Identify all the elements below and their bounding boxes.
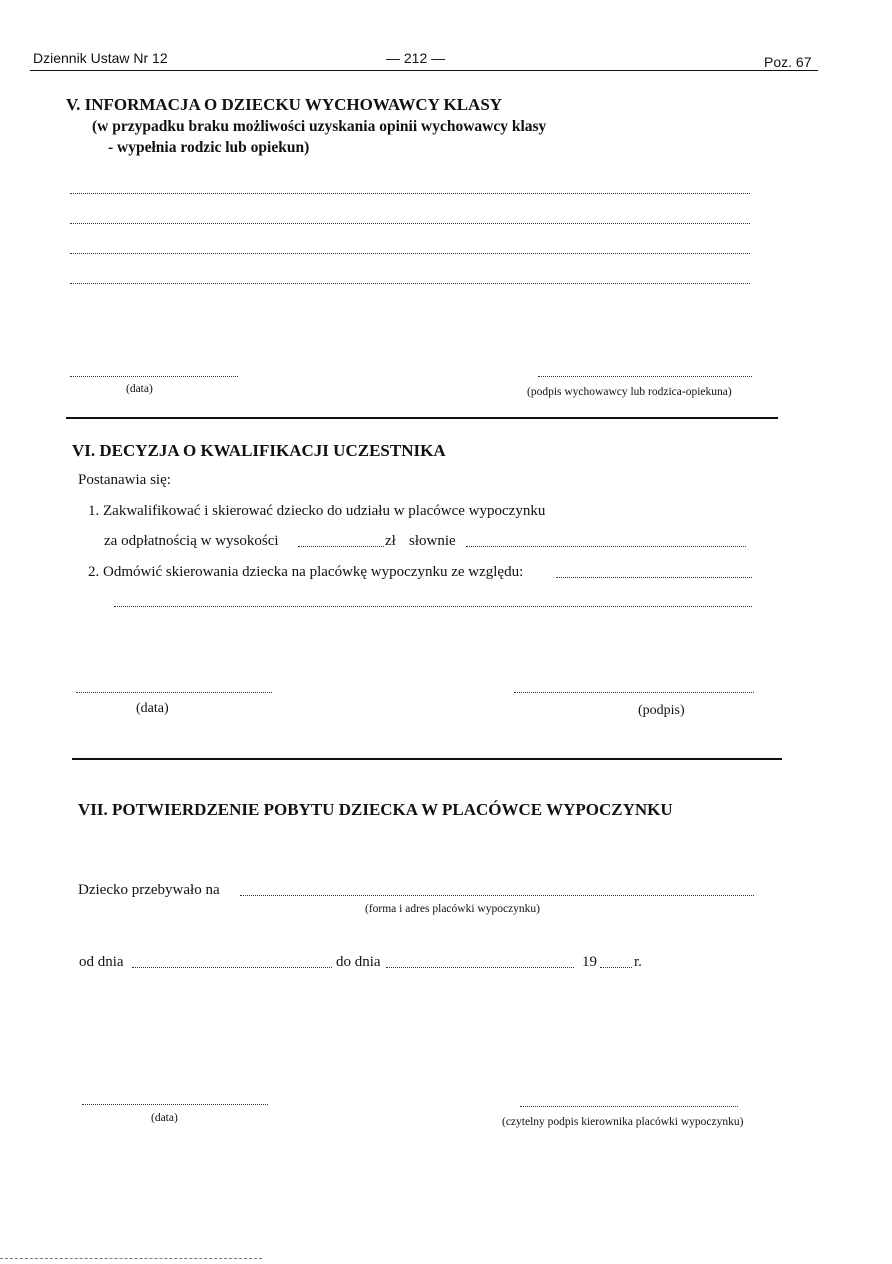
section-6-date-line[interactable] [76, 692, 272, 693]
section-5-rule [66, 417, 778, 419]
position-number: Poz. 67 [764, 54, 812, 70]
header-rule [30, 70, 818, 71]
section-6-date-caption: (data) [136, 701, 169, 716]
section-6-title: VI. DECYZJA O KWALIFIKACJI UCZESTNIKA [72, 441, 446, 460]
page-number: — 212 — [386, 50, 446, 66]
decision-intro: Postanawia się: [78, 472, 171, 488]
section-5-date-caption: (data) [126, 383, 153, 395]
refusal-reason-field-1[interactable] [556, 577, 752, 578]
fee-amount-field[interactable] [298, 546, 384, 547]
decision-item-2: 2. Odmówić skierowania dziecka na placówkę wypoczynku ze względu: [88, 564, 524, 580]
section-7-date-caption: (data) [151, 1112, 178, 1124]
stay-place-field[interactable] [240, 895, 754, 896]
to-date-label: do dnia [336, 954, 381, 970]
refusal-reason-field-2[interactable] [114, 606, 752, 607]
section-7-date-line[interactable] [82, 1104, 268, 1105]
year-prefix: 19 [582, 954, 597, 970]
section-6-rule [72, 758, 782, 760]
section-6-signature-caption: (podpis) [638, 703, 685, 718]
section-7-signature-line[interactable] [520, 1106, 738, 1107]
fee-label: za odpłatnością w wysokości [104, 533, 279, 549]
section-5-date-line[interactable] [70, 376, 238, 377]
info-line-4[interactable] [70, 283, 750, 284]
section-6-signature-line[interactable] [514, 692, 754, 693]
fee-words-label: słownie [409, 533, 456, 549]
decision-item-1: 1. Zakwalifikować i skierować dziecko do udziału w placówce wypoczynku [88, 503, 546, 519]
year-suffix: r. [634, 954, 642, 970]
year-field[interactable] [600, 967, 632, 968]
to-date-field[interactable] [386, 967, 574, 968]
section-5-subtitle-2: - wypełnia rodzic lub opiekun) [108, 139, 310, 156]
stay-label: Dziecko przebywało na [78, 882, 220, 898]
section-7-signature-caption: (czytelny podpis kierownika placówki wypoczynku) [502, 1116, 744, 1128]
stay-place-caption: (forma i adres placówki wypoczynku) [365, 903, 540, 915]
section-7-title: VII. POTWIERDZENIE POBYTU DZIECKA W PLACÓWCE WYPOCZYNKU [78, 800, 673, 819]
info-line-1[interactable] [70, 193, 750, 194]
from-date-field[interactable] [132, 967, 332, 968]
section-5-signature-caption: (podpis wychowawcy lub rodzica-opiekuna) [527, 386, 732, 398]
info-line-2[interactable] [70, 223, 750, 224]
info-line-3[interactable] [70, 253, 750, 254]
fee-currency: zł [385, 533, 396, 549]
from-date-label: od dnia [79, 954, 124, 970]
fee-words-field[interactable] [466, 546, 746, 547]
section-5-subtitle-1: (w przypadku braku możliwości uzyskania opinii wychowawcy klasy [92, 118, 547, 135]
section-5-title: V. INFORMACJA O DZIECKU WYCHOWAWCY KLASY [66, 95, 503, 114]
section-5-signature-line[interactable] [538, 376, 752, 377]
journal-name: Dziennik Ustaw Nr 12 [33, 50, 168, 66]
bottom-edge-mark [0, 1258, 262, 1259]
